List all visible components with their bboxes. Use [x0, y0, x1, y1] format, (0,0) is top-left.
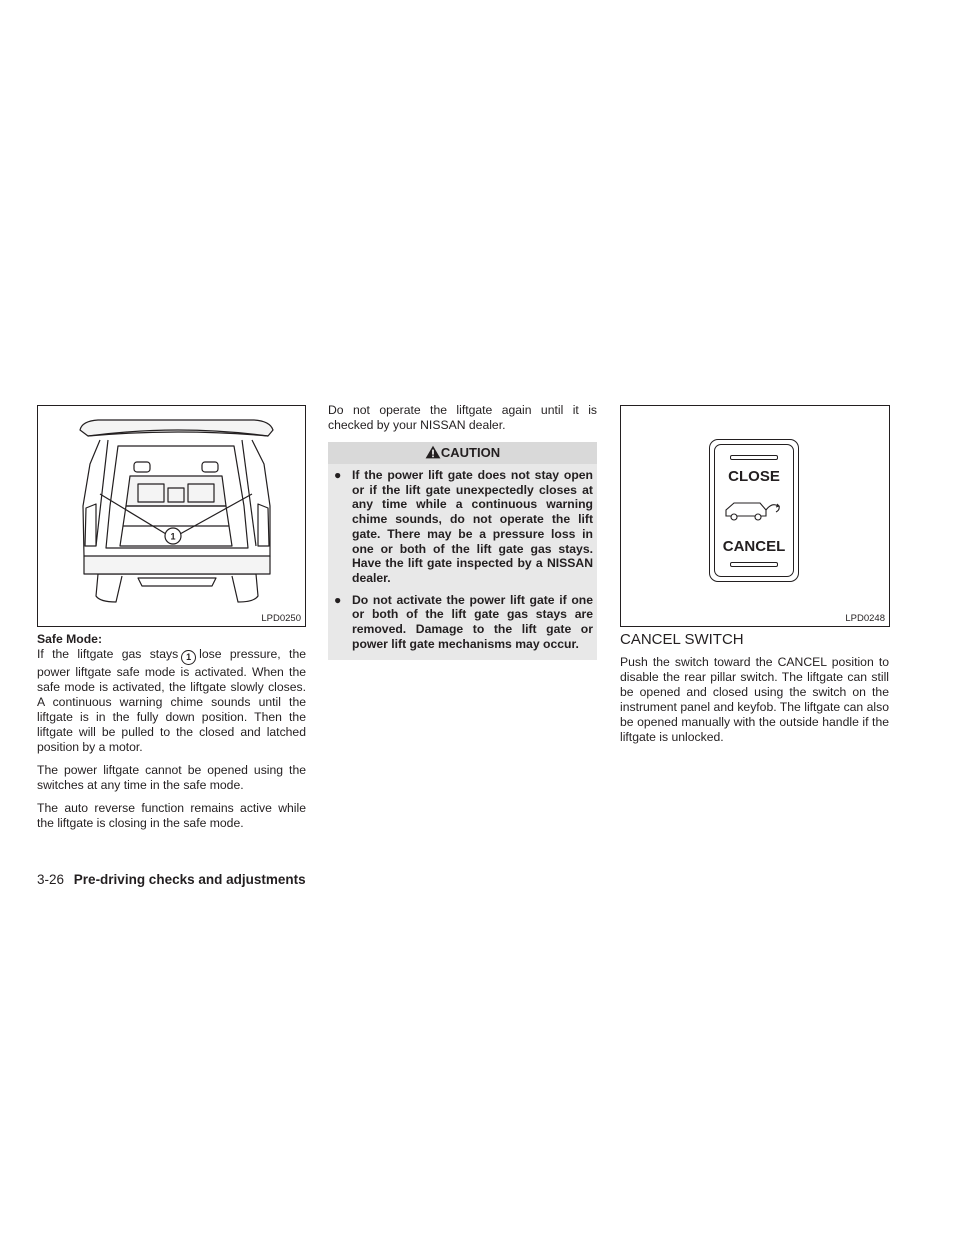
bullet: ● [334, 592, 342, 607]
vehicle-rear-illustration [38, 406, 305, 626]
caution-body [328, 464, 597, 660]
caution-header [328, 442, 597, 464]
callout-number: 1 [170, 531, 176, 542]
callout-badge: 1 [181, 650, 196, 665]
safe-mode-heading: Safe Mode: [37, 632, 103, 646]
warning-triangle-icon [425, 445, 441, 459]
middle-column [328, 403, 597, 660]
safe-mode-paragraph-1: If the liftgate gas stays 1 lose pressure, the power liftgate safe mode is activated. When the safe mode is activated, the liftgate slowly closes. A continuous warning chime sounds until the liftgate is in the fully down position. Then the liftgate will be pulled to the closed and latched position by a motor. [37, 647, 306, 754]
caution-item: ● If the power lift gate does not stay open or if the lift gate unexpectedly closes at any time while a continuous warning chime sounds, do not operate the lift gate. There may be a pressure loss in one or both of the lift gate gas stays. Have the lift gate inspected by a NISSAN dealer. [334, 468, 593, 585]
figure-label: LPD0250 [261, 613, 301, 624]
switch-close-label: CLOSE [728, 468, 780, 485]
right-column [620, 631, 889, 753]
page-footer [37, 872, 306, 888]
caution-title: CAUTION [440, 445, 501, 460]
switch-cancel-label: CANCEL [722, 538, 786, 555]
liftgate-figure [37, 405, 306, 627]
cancel-switch-paragraph: Push the switch toward the CANCEL position to disable the rear pillar switch. The liftgate can still be opened and closed using the switch on the instrument panel and keyfob. The liftgate can also be opened manually with the outside handle if the liftgate is unlocked. [620, 655, 889, 744]
bullet: ● [334, 468, 342, 482]
caution-item: ● Do not activate the power lift gate if one or both of the lift gate gas stays are removed. Damage to the lift gate or power lift gate mechanisms may occur. [334, 592, 593, 651]
vehicle-liftgate-icon [722, 498, 786, 524]
left-column [37, 632, 306, 839]
page-number: 3-26 [37, 872, 65, 887]
cancel-switch-figure [620, 405, 890, 627]
switch-panel [709, 439, 799, 582]
figure-label: LPD0248 [845, 613, 885, 624]
dealer-check-paragraph: Do not operate the liftgate again until it is checked by your NISSAN dealer. [328, 403, 597, 432]
safe-mode-paragraph-2: The power liftgate cannot be opened using the switches at any time in the safe mode. [37, 763, 306, 792]
chapter-title: Pre-driving checks and adjustments [73, 872, 306, 887]
cancel-switch-heading: CANCEL SWITCH [620, 631, 744, 648]
safe-mode-paragraph-3: The auto reverse function remains active while the liftgate is closing in the safe mode. [37, 801, 306, 830]
